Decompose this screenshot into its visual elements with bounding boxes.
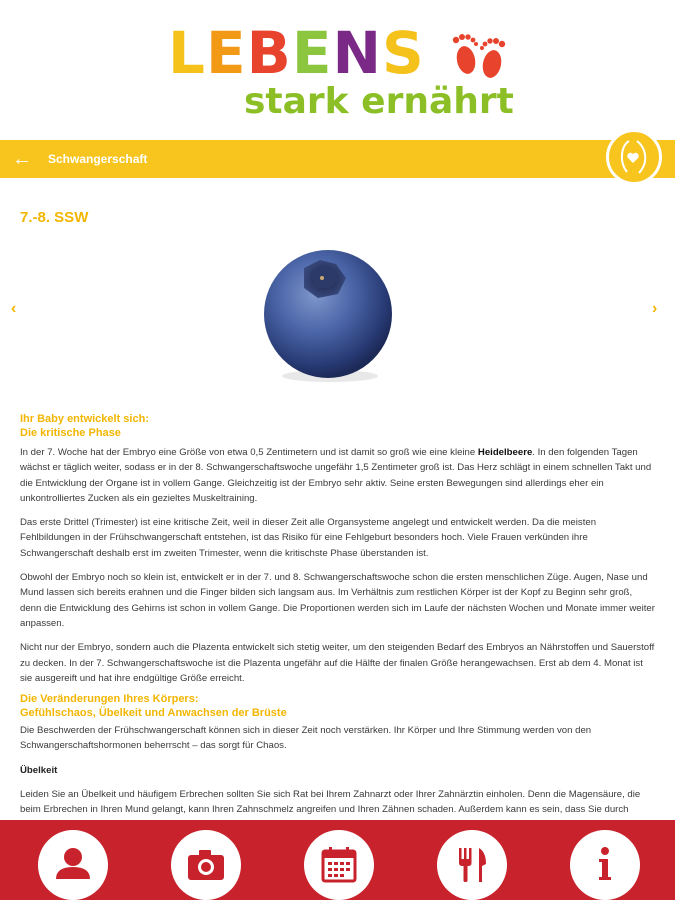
logo-letter: E <box>291 19 333 87</box>
nav-profile-button[interactable] <box>38 830 108 900</box>
article-content <box>20 412 656 816</box>
app-logo <box>0 0 675 140</box>
week-heading: 7.-8. SSW <box>20 209 89 226</box>
section-heading: Gefühlschaos, Übelkeit und Anwachsen der Brüste <box>20 707 287 720</box>
profile-icon <box>38 830 108 900</box>
logo-letter: L <box>168 19 206 87</box>
camera-icon <box>171 830 241 900</box>
section-heading: Die Veränderungen Ihres Körpers: <box>20 693 199 706</box>
page-title: Schwangerschaft <box>48 152 148 166</box>
pregnancy-heart-icon <box>609 132 659 182</box>
nav-camera-button[interactable] <box>171 830 241 900</box>
paragraph-text: . In den folgenden Tagen wächst er täglich weiter, sodass er in der 8. Schwangerschaftswoche ungefähr 1,5 Zentimeter groß ist. Das Herz schlägt in einem schnellen Takt und die Entwicklung der Organe ist in vollem Gange. Gleichzeitig ist der Embryo sehr aktiv. Seine ersten Bewegungen sind allerdings eher ein unkontrolliertes Zucken als ein gezieltes Muskeltraining. <box>20 447 652 504</box>
paragraph: Das erste Drittel (Trimester) ist eine kritische Zeit, weil in dieser Zeit alle Organsysteme angelegt und entwickelt werden. Da die meisten Fehlbildungen in der Frühschwangerschaft entstehen, ist das Risiko für eine Fehlgeburt besonders hoch. Viele Frauen verkünden ihre Schwangerschaft deshalb erst im zweiten Trimester, wenn die kritischste Phase überstanden ist. <box>20 517 597 559</box>
logo-letter: E <box>205 19 247 87</box>
paragraph: Obwohl der Embryo noch so klein ist, entwickelt er in der 7. und 8. Schwangerschaftswoche schon die ersten menschlichen Züge. Augen, Nase und Mund lassen sich bereits erahnen und die Finger bilden sich langsam aus. Im Verhältnis zum restlichen Körper ist der Kopf zu Beginn sehr groß, denn die Entwicklung des Gehirns ist schon in vollem Gange. Die Proportionen werden sich im Laufe der nächsten Wochen und Monate immer weiter anpassen. <box>20 572 655 629</box>
nav-nutrition-button[interactable] <box>437 830 507 900</box>
back-arrow-icon[interactable]: ← <box>12 148 32 170</box>
section-heading: Ihr Baby entwickelt sich: <box>20 413 149 425</box>
logo-letter: B <box>246 19 292 87</box>
baby-feet-icon <box>448 24 512 84</box>
highlight-text: Heidelbeere <box>477 447 533 458</box>
pregnancy-badge <box>606 129 662 185</box>
logo-letter: N <box>332 19 382 87</box>
logo-wordmark <box>168 19 425 87</box>
paragraph: Die Beschwerden der Frühschwangerschaft können sich in dieser Zeit noch verstärken. Ihr Körper und Ihre Stimmung werden von den Schwangerschaftshormonen beherrscht – das sorgt für Chaos. <box>20 725 592 752</box>
cutlery-icon <box>437 830 507 900</box>
paragraph: Leiden Sie an Übelkeit und häufigem Erbrechen sollten Sie sich Rat bei Ihrem Zahnarzt oder Ihrer Zahnärztin einholen. Denn die Magensäure, die beim Erbrechen in Ihren Mund gelangt, kann Ihren Zahnschmelz angreifen und Ihren Zähnen schaden. Außerdem kann es sein, dass Sie durch <box>20 789 641 816</box>
calendar-icon <box>304 830 374 900</box>
top-app-bar <box>0 140 675 178</box>
info-icon <box>570 830 640 900</box>
nav-info-button[interactable] <box>570 830 640 900</box>
blueberry-image <box>258 248 398 388</box>
bottom-navigation <box>0 820 675 900</box>
paragraph <box>20 445 656 506</box>
subheading: Übelkeit <box>20 764 58 776</box>
logo-letter: S <box>381 19 425 87</box>
paragraph-text: In der 7. Woche hat der Embryo eine Größe von etwa 0,5 Zentimetern und ist damit so groß wie eine kleine <box>20 447 478 458</box>
nav-calendar-button[interactable] <box>304 830 374 900</box>
chevron-left-icon[interactable]: ‹ <box>11 300 17 317</box>
chevron-right-icon[interactable]: › <box>652 300 658 317</box>
logo-subtitle: stark ernährt <box>244 81 514 122</box>
paragraph: Nicht nur der Embryo, sondern auch die Plazenta entwickelt sich stetig weiter, um den steigenden Bedarf des Embryos an Nährstoffen und Sauerstoff zu decken. In der 7. Schwangerschaftswoche ist die Plazenta ungefähr auf die Hälfte der finalen Größe herangewachsen. Erst ab dem 4. Monat ist sie ausgereift und hat ihre endgültige Größe erreicht. <box>20 642 655 684</box>
section-heading: Die kritische Phase <box>20 427 121 439</box>
